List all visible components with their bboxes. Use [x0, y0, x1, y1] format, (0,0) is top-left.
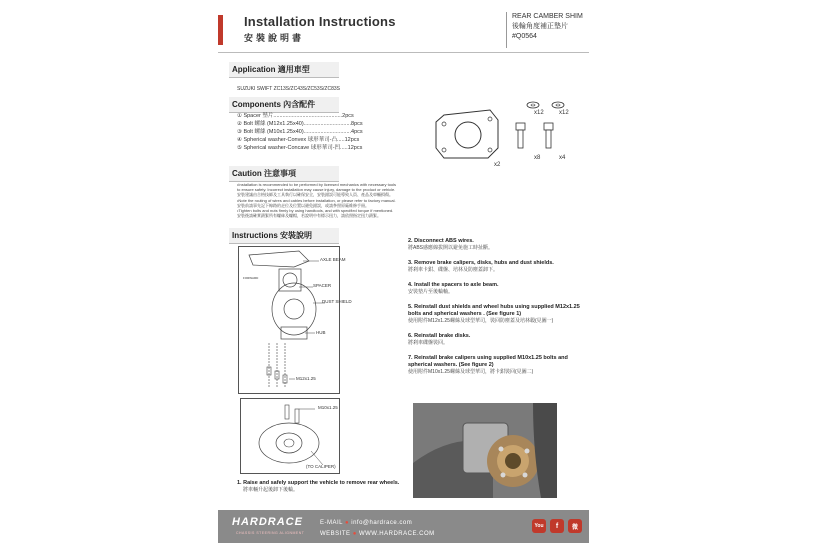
step-en: 6. Reinstall brake disks. [408, 333, 471, 339]
caution-line: 安裝後請確實鎖緊所有螺絲及螺帽，若說明中有標示扭力，請依照指定扭力鎖緊。 [237, 213, 381, 219]
installation-photo-drawing [413, 403, 557, 498]
brand-logo: HARDRACE [232, 516, 303, 528]
step-en: 2. Disconnect ABS wires. [408, 238, 474, 244]
label-forward: FORWARD [243, 276, 259, 280]
separator-dot: ● [344, 520, 350, 526]
caution-line: to ensure safety. Incorrect installation may cause injury, damage to the product or vehicle. [237, 187, 396, 193]
components-title: Components 內含配件 [229, 97, 339, 113]
header-rule [218, 52, 589, 53]
list-item: ③ Bolt 螺絲 (M10x1.25x40)...............................4pcs [237, 129, 363, 135]
website-label: WEBSITE [320, 531, 351, 537]
step-1-zh: 將車輛升起後卸下後輪。 [243, 487, 299, 493]
figure-1 [238, 246, 340, 394]
email-line [320, 518, 435, 529]
list-item: ⑤ Spherical washer-Concave 球形華司-凹.....12pcs [237, 145, 363, 151]
caution-title: Caution 注意事項 [229, 166, 339, 182]
qty-bolt-m12: x8 [534, 155, 541, 161]
application-section [229, 62, 589, 93]
label-spacer: SPACER [313, 283, 332, 288]
youtube-icon[interactable]: You [532, 519, 546, 533]
header-accent-bar [218, 15, 223, 45]
installation-photo [413, 403, 557, 498]
list-item: ② Bolt 螺絲 (M12x1.25x40)...............................8pcs [237, 121, 363, 127]
caution-line: •Note the routing of wires and cables before installation, or please refer to factory manual. [237, 197, 396, 203]
qty-washer-convex: x12 [534, 110, 544, 116]
instructions-title: Instructions 安裝說明 [229, 228, 339, 244]
separator-dot: ● [352, 531, 357, 537]
caution-section [229, 166, 589, 182]
step-zh: 使用附件M10x1.25螺絲及球型華司，將卡鉗裝回(見圖二) [408, 369, 534, 375]
header [218, 12, 589, 52]
washer-concave-drawing [552, 102, 564, 108]
footer [218, 510, 589, 543]
step-en: 5. Reinstall dust shields and wheel hubs using supplied M12x1.25 bolts and spherical washers . (See figure 1) [408, 304, 580, 317]
step-zh: 將剎車卡鉗、碟盤、培林及防塵蓋卸下。 [408, 267, 499, 273]
qty-shim: x2 [494, 162, 501, 168]
step-en: 4. Install the spacers to axle beam. [408, 282, 499, 288]
step-1-en: 1. Raise and safely support the vehicle to remove rear wheels. [237, 480, 400, 486]
label-axle-beam: AXLE BEAM [320, 257, 346, 262]
product-info [512, 12, 583, 42]
step-zh: 安裝墊片至後輪軸。 [408, 289, 454, 295]
product-name-zh: 後輪角度補正墊片 [512, 23, 568, 30]
step-zh: 將ABS感應線拔開以避免施工時扯斷。 [408, 245, 494, 251]
header-divider [506, 12, 507, 48]
bolt-m12-drawing [516, 123, 525, 148]
email-link[interactable]: info@hardrace.com [351, 520, 413, 526]
list-item: ④ Spherical washer-Convex 球形華司-凸.....12pcs [237, 137, 360, 143]
figure-2-drawing [241, 399, 339, 473]
step-item [408, 355, 593, 376]
page-subtitle: 安裝說明書 [244, 34, 305, 44]
page-title: Installation Instructions [244, 14, 396, 29]
bolt-m10-drawing [544, 123, 553, 148]
washer-convex-drawing [527, 102, 539, 108]
step-en: 7. Reinstall brake calipers using supplied M10x1.25 bolts and spherical washers. (See figure 2) [408, 355, 568, 368]
step-item [408, 304, 593, 325]
spacer-shim-drawing [436, 110, 498, 158]
label-to-caliper: (TO CALIPER) [306, 464, 336, 469]
contact-info [320, 518, 435, 540]
step-en: 3. Remove brake calipers, disks, hubs and dust shields. [408, 260, 554, 266]
figure-1-drawing [239, 247, 339, 393]
label-m10: M10x1.25 [318, 405, 338, 410]
caution-line: •Tighten bolts and nuts firmly by using handtools, and with specified torque if mentioned. [237, 208, 394, 214]
label-dust-shield: DUST SHIELD [322, 299, 352, 304]
caution-line: •Installation is recommended to be performed by licensed mechanics with necessary tools [237, 182, 397, 187]
website-link[interactable]: WWW.HARDRACE.COM [358, 531, 435, 537]
caution-text [237, 182, 437, 218]
application-vehicles: SUZUKI SWIFT ZC13S/ZC43S/ZC53S/ZC83S [237, 86, 340, 92]
brand-tagline: CHASSIS STEERING ALIGNMENT [236, 531, 305, 535]
components-list [237, 112, 363, 152]
step-item [408, 333, 593, 347]
step-item [408, 282, 593, 296]
step-item [408, 260, 593, 274]
step-item [408, 238, 593, 252]
website-line [320, 529, 435, 540]
social-icons [532, 519, 582, 533]
caution-line: 安裝前請事先記下線路的走位及位置以避免錯誤，或請參照原廠維修手冊。 [237, 202, 369, 208]
label-hub: HUB [316, 330, 326, 335]
step-1 [237, 480, 417, 494]
step-zh: 使用附件M12x1.25螺絲及球型華司，裝回防塵蓋及培林轂(見圖一) [408, 318, 554, 324]
application-title: Application 適用車型 [229, 62, 339, 78]
product-name: REAR CAMBER SHIM [512, 13, 583, 20]
list-item: ① Spacer 墊片.............................................2pcs [237, 113, 354, 119]
email-label: E-MAIL [320, 520, 343, 526]
facebook-icon[interactable]: f [550, 519, 564, 533]
wechat-icon[interactable]: 微 [568, 519, 582, 533]
qty-bolt-m10: x4 [559, 155, 566, 161]
step-zh: 將剎車碟盤裝回。 [408, 340, 449, 346]
qty-washer-concave: x12 [559, 110, 569, 116]
instruction-steps [408, 238, 593, 384]
caution-line: 安裝建議由合格技師及工具執行以確保安全，安裝錯誤可能導致人員、產品及車輛損傷。 [237, 192, 393, 198]
product-code: #Q0564 [512, 33, 537, 40]
label-m12: M12x1.25 [296, 376, 316, 381]
